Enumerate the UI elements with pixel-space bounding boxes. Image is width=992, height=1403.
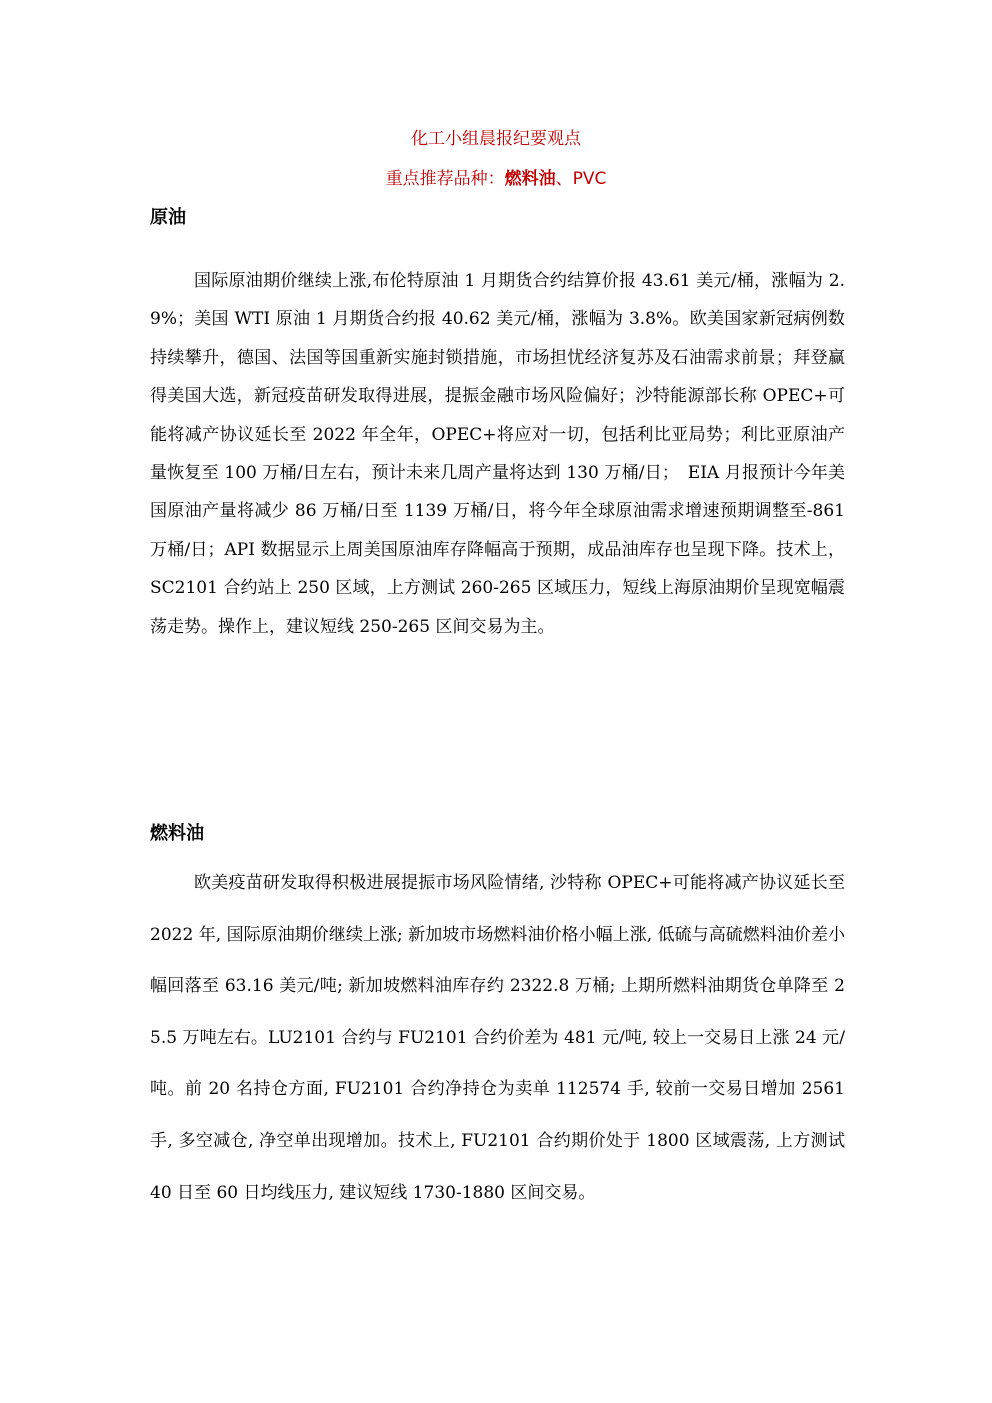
section-heading-fuel-oil: 燃料油 (150, 823, 204, 844)
recommendation-line (0, 167, 992, 191)
recommendation-suffix: 、PVC (555, 169, 607, 189)
recommendation-highlight: 燃料油 (504, 169, 556, 189)
section-body-crude-oil: 国际原油期价继续上涨,布伦特原油 1 月期货合约结算价报 43.61 美元/桶，涨幅为 2.9%；美国 WTI 原油 1 月期货合约报 40.62 美元/桶，涨幅为 3.8%。欧美国家新冠病例数持续攀升，德国、法国等国重新实施封锁措施，市场担忧经济复苏及石油需求前景；拜登赢得美国大选，新冠疫苗研发取得进展，提振金融市场风险偏好；沙特能源部长称 OPEC+可能将减产协议延长至 2022 年全年，OPEC+将应对一切，包括利比亚局势；利比亚原油产量恢复至 100 万桶/日左右，预计未来几周产量将达到 130 万桶/日； EIA 月报预计今年美国原油产量将减少 86 万桶/日至 1139 万桶/日，将今年全球原油需求增速预期调整至-861 万桶/日；API 数据显示上周美国原油库存降幅高于预期，成品油库存也呈现下降。技术上，SC2101 合约站上 250 区域，上方测试 260-265 区域压力，短线上海原油期价呈现宽幅震荡走势。操作上，建议短线 250-265 区间交易为主。 (150, 271, 845, 637)
section-heading-crude-oil: 原油 (150, 207, 186, 228)
recommendation-prefix: 重点推荐品种： (385, 169, 505, 189)
section-body-fuel-oil: 欧美疫苗研发取得积极进展提振市场风险情绪, 沙特称 OPEC+可能将减产协议延长至 2022 年, 国际原油期价继续上涨; 新加坡市场燃料油价格小幅上涨, 低硫与高硫燃料油价差小幅回落至 63.16 美元/吨; 新加坡燃料油库存约 2322.8 万桶; 上期所燃料油期货仓单降至 25.5 万吨左右。LU2101 合约与 FU2101 合约价差为 481 元/吨, 较上一交易日上涨 24 元/吨。前 20 名持仓方面, FU2101 合约净持仓为卖单 112574 手, 较前一交易日增加 2561 手, 多空减仓, 净空单出现增加。技术上, FU2101 合约期价处于 1800 区域震荡, 上方测试 40 日至 60 日均线压力, 建议短线 1730-1880 区间交易。 (150, 873, 845, 1203)
document-title: 化工小组晨报纪要观点 (411, 129, 581, 149)
